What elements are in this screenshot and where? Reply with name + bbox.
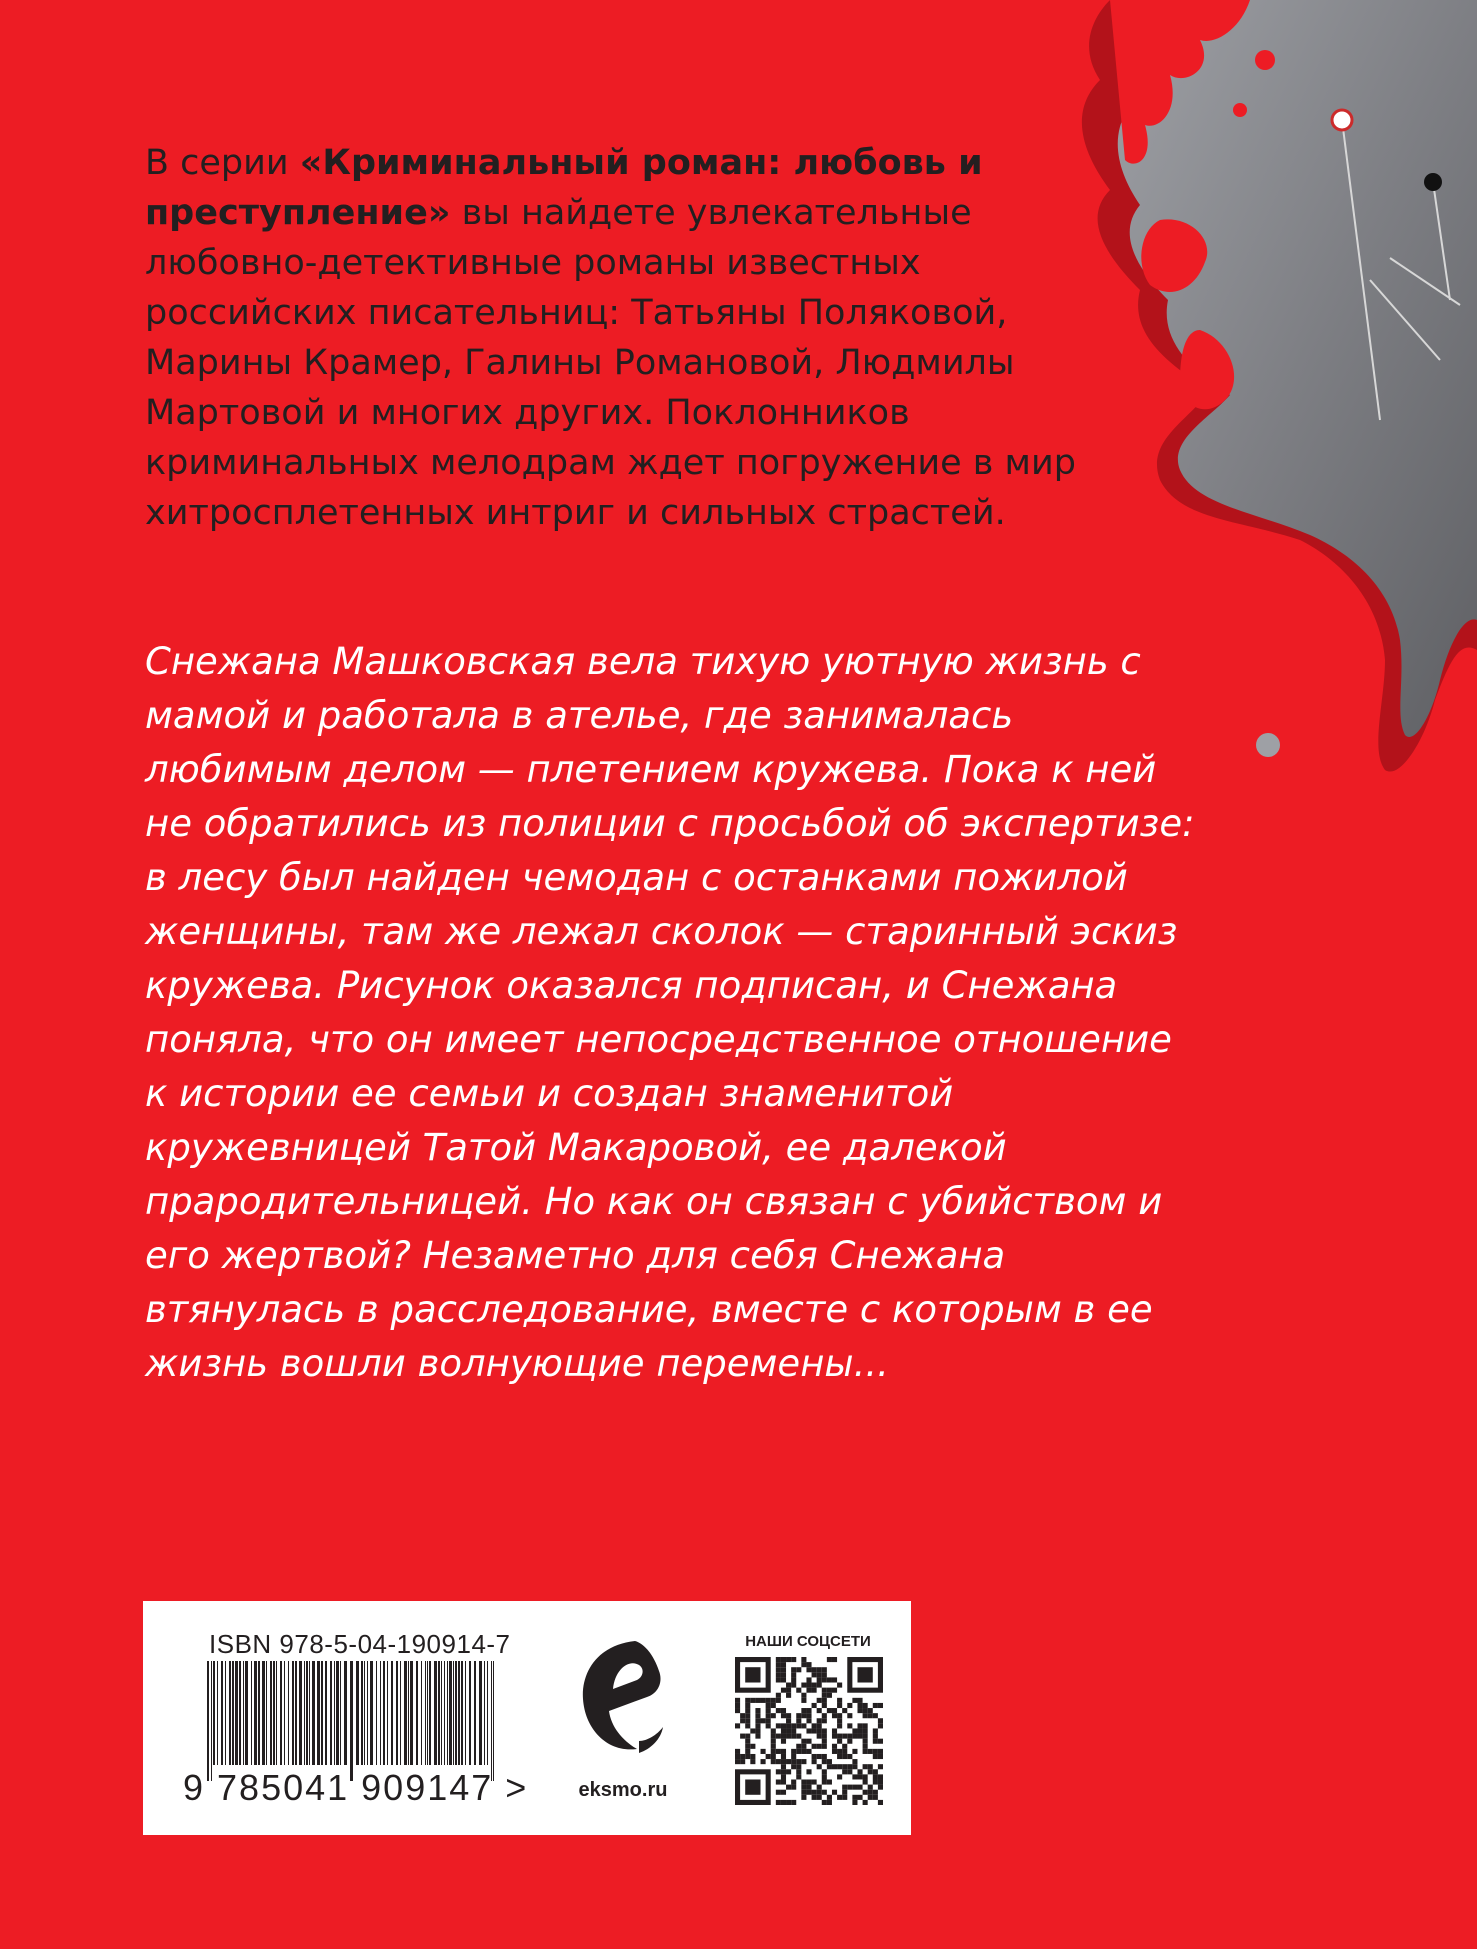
series-text: вы найдете увлекательные любовно-детективные романы известных российских писательниц: Татьяны Поляковой, Марины Крамер, Галины Романовой, Людмилы Мартовой и многих других. Поклонников криминальных мелодрам ждет погружение в мир хитросплетенных интриг и сильных страстей. xyxy=(145,193,1076,533)
eksmo-logo-icon xyxy=(577,1635,667,1760)
isbn-label: ISBN 978-5-04-190914-7 xyxy=(209,1629,511,1659)
social-label: НАШИ СОЦСЕТИ xyxy=(745,1633,871,1650)
site-link: eksmo.ru xyxy=(578,1779,668,1801)
barcode-panel xyxy=(143,1601,911,1835)
series-description xyxy=(145,138,1125,538)
series-name: «Криминальный роман: любовь и преступление» xyxy=(145,143,983,233)
book-annotation: Снежана Машковская вела тихую уютную жизнь с мамой и работала в ателье, где занималась любимым делом — плетением кружева. Пока к ней не обратились из полиции с просьбой об экспертизе: в лесу был найден чемодан с останками пожилой женщины, там же лежал сколок — старинный эскиз кружева. Рисунок оказался подписан, и Снежана поняла, что он имеет непосредственное отношение к истории ее семьи и создан знаменитой кружевницей Татой Макаровой, ее далекой прародительницей. Но как он связан с убийством и его жертвой? Незаметно для себя Снежана втянулась в расследование, вместе с которым в ее жизнь вошли волнующие перемены... xyxy=(145,640,1195,1385)
isbn-digits: 9 785041 909147 > xyxy=(183,1767,529,1808)
qr-code-icon xyxy=(735,1657,883,1805)
series-intro: В серии xyxy=(145,143,300,183)
